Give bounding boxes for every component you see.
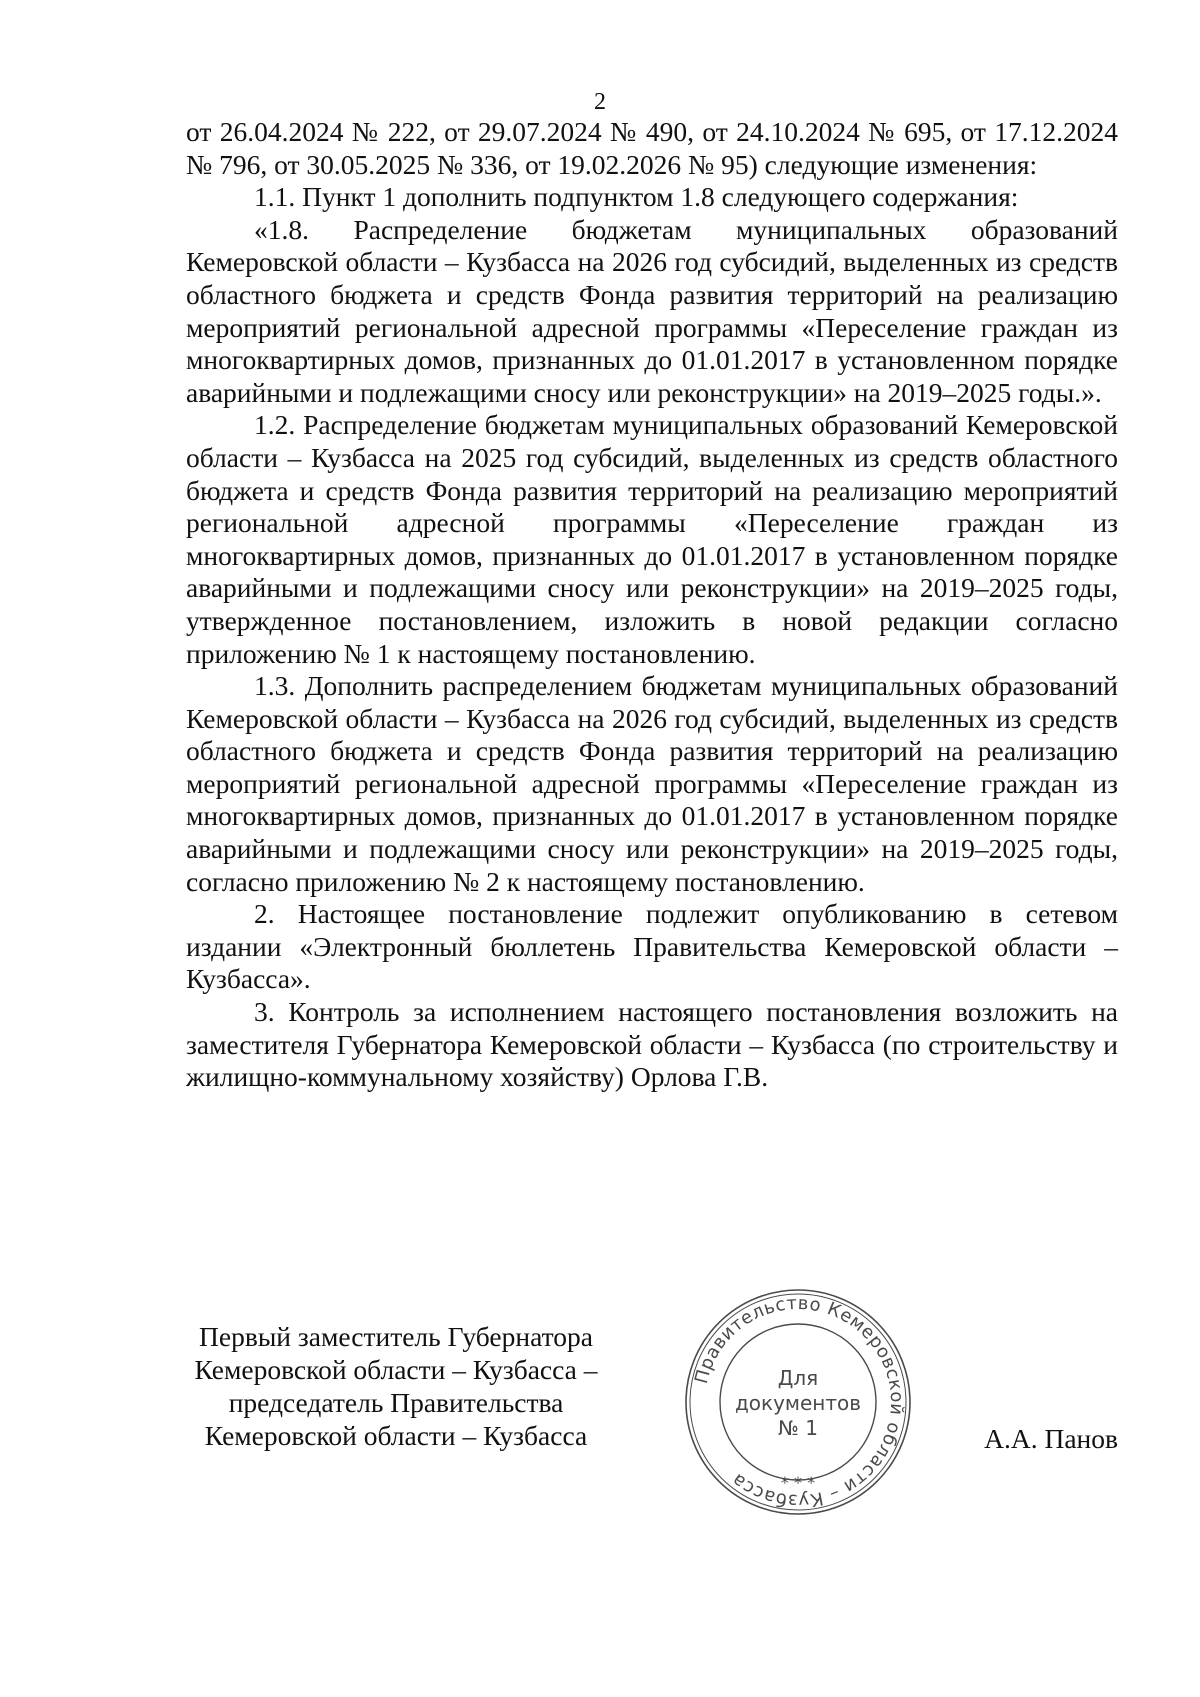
paragraph-1-1: 1.1. Пункт 1 дополнить подпунктом 1.8 следующего содержания: xyxy=(254,181,1019,213)
signer-name: А.А. Панов xyxy=(984,1423,1118,1454)
signatory-title-line: Первый заместитель Губернатора xyxy=(199,1321,593,1352)
page-number: 2 xyxy=(594,89,606,115)
stamp-center-line: № 1 xyxy=(778,1416,818,1440)
stamp-ring-text: Правительство Кемеровской области – Кузбасса xyxy=(690,1292,908,1512)
signatory-title-line: Кемеровской области – Кузбасса xyxy=(204,1420,588,1451)
paragraph-intro: от 26.04.2024 № 222, от 29.07.2024 № 490, от 24.10.2024 № 695, от 17.12.2024 № 796, от 30.05.2025 № 336, от 19.02.2026 № 95) следующие изменения: xyxy=(186,116,1118,180)
signatory-title-line: Кемеровской области – Кузбасса – xyxy=(194,1354,598,1385)
stamp-center-line: документов xyxy=(734,1391,862,1415)
signatory-title-line: председатель Правительства xyxy=(228,1387,564,1418)
stamp-center-line: Для xyxy=(777,1366,819,1390)
document-body xyxy=(186,116,1118,1094)
signatory-title xyxy=(186,1320,606,1452)
paragraph-3: 3. Контроль за исполнением настоящего постановления возложить на заместителя Губернатора Кемеровской области – Кузбасса (по строительству и жилищно-коммунальному хозяйству) Орлова Г.В. xyxy=(186,996,1118,1093)
official-seal-stamp xyxy=(678,1282,918,1522)
stamp-stars: * * * xyxy=(780,1473,816,1492)
paragraph-1-8-quote: «1.8. Распределение бюджетам муниципальных образований Кемеровской области – Кузбасса на 2026 год субсидий, выделенных из средств областного бюджета и средств Фонда развития территорий на реализацию мероприятий региональной адресной программы «Переселение граждан из многоквартирных домов, признанных до 01.01.2017 в установленном порядке аварийными и подлежащими сносу или реконструкции» на 2019–2025 годы.». xyxy=(186,213,1118,408)
paragraph-1-3: 1.3. Дополнить распределением бюджетам муниципальных образований Кемеровской области – Кузбасса на 2026 год субсидий, выделенных из средств областного бюджета и средств Фонда развития территорий на реализацию мероприятий региональной адресной программы «Переселение граждан из многоквартирных домов, признанных до 01.01.2017 в установленном порядке аварийными и подлежащими сносу или реконструкции» на 2019–2025 годы, согласно приложению № 2 к настоящему постановлению. xyxy=(186,670,1118,897)
paragraph-1-2: 1.2. Распределение бюджетам муниципальных образований Кемеровской области – Кузбасса на 2025 год субсидий, выделенных из средств областного бюджета и средств Фонда развития территорий на реализацию мероприятий региональной адресной программы «Переселение граждан из многоквартирных домов, признанных до 01.01.2017 в установленном порядке аварийными и подлежащими сносу или реконструкции» на 2019–2025 годы, утвержденное постановлением, изложить в новой редакции согласно приложению № 1 к настоящему постановлению. xyxy=(186,409,1118,669)
paragraph-2: 2. Настоящее постановление подлежит опубликованию в сетевом издании «Электронный бюллетень Правительства Кемеровской области – Кузбасса». xyxy=(186,898,1118,995)
